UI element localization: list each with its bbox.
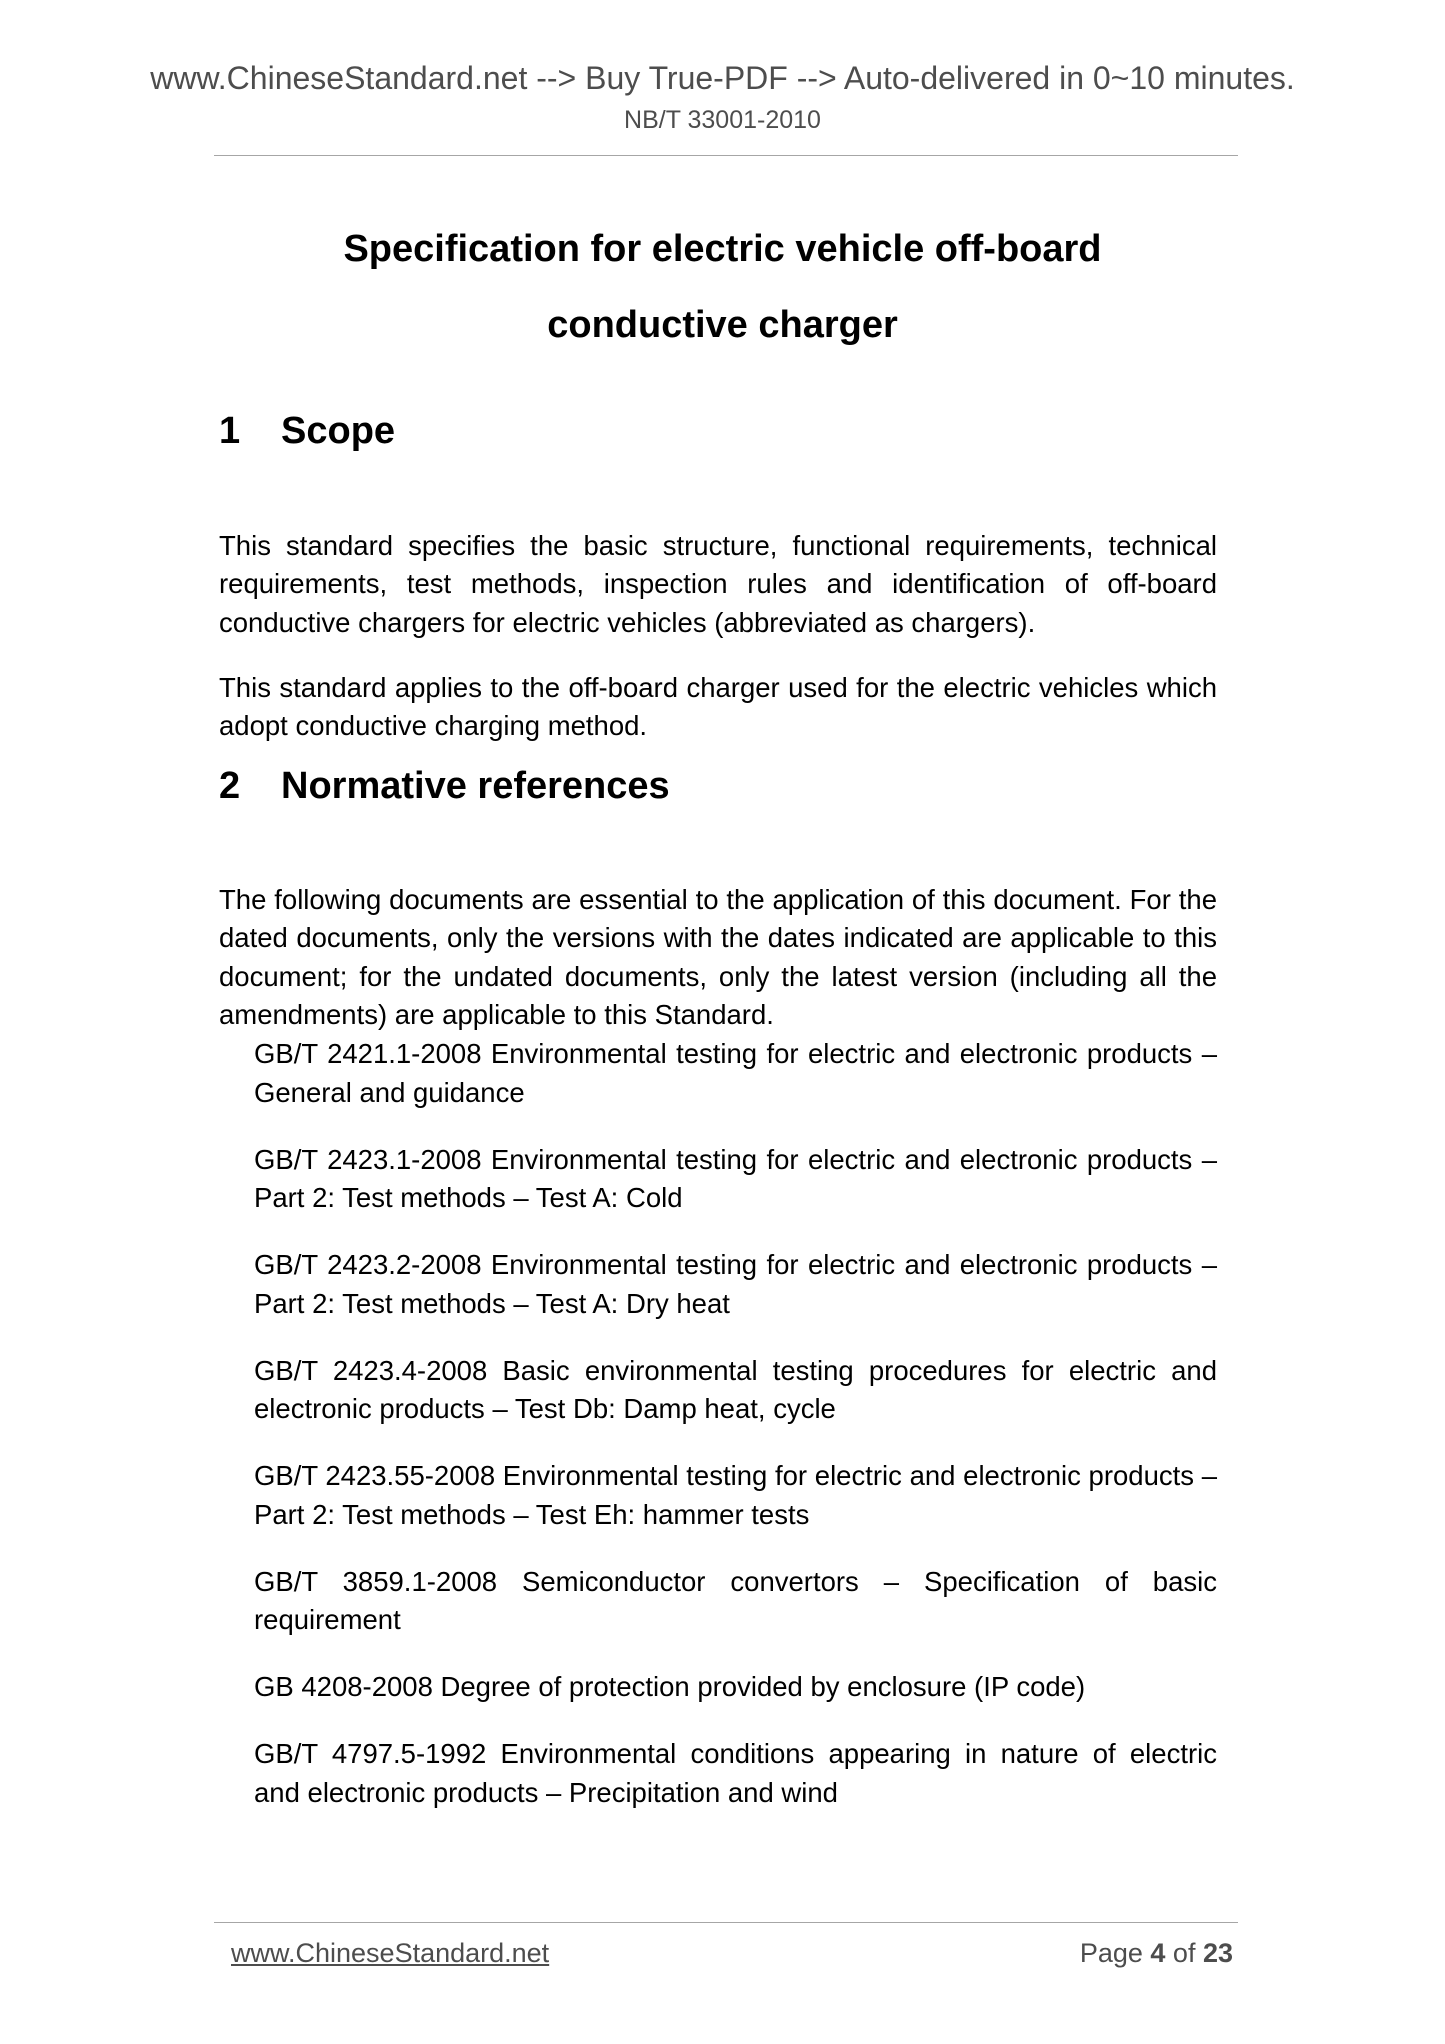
reference-item: GB/T 2421.1-2008 Environmental testing for electric and electronic products – General and guidance: [254, 1038, 1217, 1108]
section-title: Scope: [281, 410, 396, 452]
document-title-line-1: Specification for electric vehicle off-board: [343, 228, 1102, 270]
references-intro-paragraph: The following documents are essential to the application of this document. For the dated documents, only the versions with the dates indicated are applicable to this document; for the undated documents, only the latest version (including all the amendments) are applicable to this Standard.: [219, 883, 1217, 1030]
page-current: 4: [1150, 1938, 1166, 1968]
section-heading-normative-references: [219, 763, 670, 809]
reference-item: GB/T 2423.4-2008 Basic environmental testing procedures for electric and electronic products – Test Db: Damp heat, cycle: [254, 1354, 1217, 1424]
reference-item: GB/T 2423.55-2008 Environmental testing for electric and electronic products – Part 2: Test methods – Test Eh: hammer tests: [254, 1460, 1217, 1530]
page-indicator: [1080, 1936, 1233, 1970]
section-heading-scope: [219, 408, 395, 454]
footer-website-link[interactable]: www.ChineseStandard.net: [231, 1938, 550, 1968]
reference-list: [254, 1035, 1217, 1841]
section-number: 2: [219, 765, 241, 807]
page-of: of: [1165, 1938, 1203, 1968]
section-number: 1: [219, 410, 241, 452]
header-banner: www.ChineseStandard.net --> Buy True-PDF --> Auto-delivered in 0~10 minutes.: [150, 60, 1295, 96]
reference-item: GB/T 2423.2-2008 Environmental testing for electric and electronic products – Part 2: Test methods – Test A: Dry heat: [254, 1249, 1217, 1319]
standard-code: NB/T 33001-2010: [624, 106, 821, 134]
reference-item: GB/T 2423.1-2008 Environmental testing for electric and electronic products – Part 2: Test methods – Test A: Cold: [254, 1143, 1217, 1213]
page-prefix: Page: [1079, 1938, 1151, 1968]
reference-item: GB 4208-2008 Degree of protection provided by enclosure (IP code): [254, 1671, 1086, 1702]
document-title-line-2: conductive charger: [547, 304, 898, 346]
scope-paragraph-2: This standard applies to the off-board charger used for the electric vehicles which adopt conductive charging method.: [219, 671, 1217, 741]
scope-paragraph-1: This standard specifies the basic structure, functional requirements, technical requirements, test methods, inspection rules and identification of off-board conductive chargers for electric vehicles (abbreviated as chargers).: [219, 529, 1217, 638]
header-divider: [214, 155, 1238, 156]
page-total: 23: [1202, 1938, 1233, 1968]
section-title: Normative references: [281, 765, 670, 807]
reference-item: GB/T 4797.5-1992 Environmental conditions appearing in nature of electric and electronic products – Precipitation and wind: [254, 1738, 1217, 1808]
footer-divider: [214, 1922, 1238, 1923]
reference-item: GB/T 3859.1-2008 Semiconductor convertors – Specification of basic requirement: [254, 1565, 1217, 1635]
